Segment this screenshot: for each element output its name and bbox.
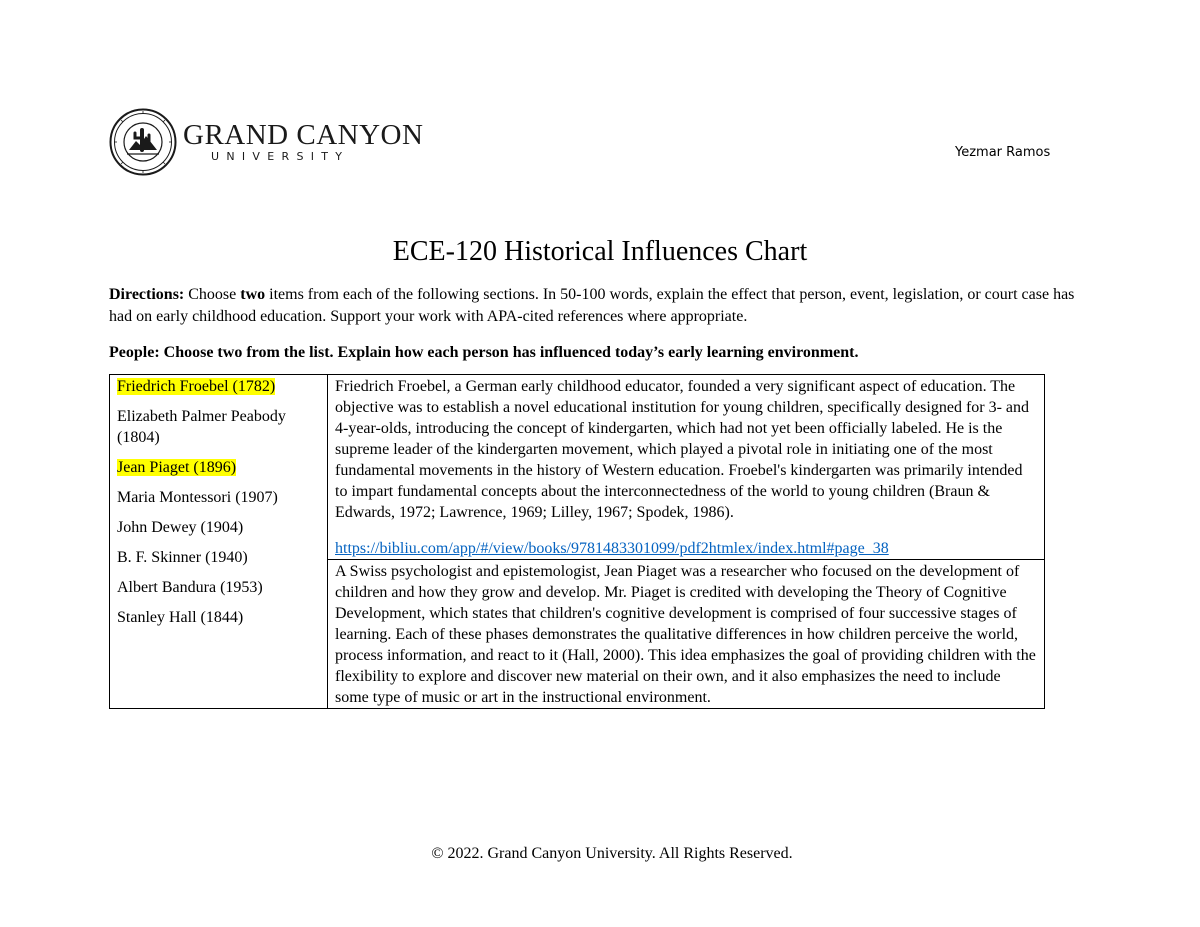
person-hall: Stanley Hall (1844) bbox=[117, 609, 244, 626]
person-item bbox=[117, 457, 320, 478]
person-item bbox=[117, 547, 320, 568]
author-name: Yezmar Ramos bbox=[955, 145, 1051, 160]
person-item bbox=[117, 577, 320, 598]
person-item bbox=[117, 376, 320, 397]
reference-link[interactable]: https://bibliu.com/app/#/view/books/9781483301099/pdf2htmlex/index.html#page_38 bbox=[335, 540, 889, 557]
directions-emphasis: two bbox=[240, 286, 266, 303]
page-title: ECE-120 Historical Influences Chart bbox=[392, 236, 808, 267]
university-seal-icon bbox=[109, 108, 177, 176]
directions-label: Directions: bbox=[109, 286, 185, 303]
person-item bbox=[117, 517, 320, 538]
response-froebel bbox=[328, 375, 1045, 560]
response-froebel-text: Friedrich Froebel, a German early childhood educator, founded a very significant aspect of education. The objective was to establish a novel educational institution for young children, specifically designed for 3- and 4-year-olds, introducing the concept of kindergarten, which had not yet been officially labeled. He is the supreme leader of the kindergarten movement, which played a pivotal role in initiating one of the most fundamental movements in the history of Western education. Froebel's kindergarten was primarily intended to impart fundamental concepts about the interconnectedness of the world to young children (Braun & Edwards, 1972; Lawrence, 1969; Lilley, 1967; Spodek, 1986). bbox=[335, 378, 1030, 521]
people-heading: People: Choose two from the list. Explain how each person has influenced today’s early learning environment. bbox=[109, 344, 859, 361]
person-peabody: Elizabeth Palmer Peabody (1804) bbox=[117, 408, 286, 446]
person-piaget: Jean Piaget (1896) bbox=[117, 459, 237, 476]
table-row bbox=[110, 375, 1045, 560]
people-list bbox=[110, 375, 328, 709]
person-skinner: B. F. Skinner (1940) bbox=[117, 549, 248, 566]
person-item bbox=[117, 406, 320, 448]
person-item bbox=[117, 607, 320, 628]
person-froebel: Friedrich Froebel (1782) bbox=[117, 378, 276, 395]
person-dewey: John Dewey (1904) bbox=[117, 519, 244, 536]
wordmark-name: GRAND CANYON bbox=[183, 119, 424, 151]
response-piaget bbox=[328, 560, 1045, 709]
person-bandura: Albert Bandura (1953) bbox=[117, 579, 263, 596]
person-montessori: Maria Montessori (1907) bbox=[117, 489, 278, 506]
wordmark bbox=[183, 120, 423, 164]
directions-text-2: items from each of the following sections. In 50-100 words, explain the effect that person, event, legislation, or court case has had on early childhood education. Support your work with APA-cited references where appropriate. bbox=[109, 286, 1075, 325]
copyright-footer: © 2022. Grand Canyon University. All Rights Reserved. bbox=[431, 845, 793, 862]
directions-text-1: Choose bbox=[184, 286, 241, 303]
wordmark-subtitle: UNIVERSITY bbox=[211, 150, 350, 163]
directions bbox=[109, 284, 1099, 328]
university-logo bbox=[109, 108, 423, 176]
influences-table bbox=[109, 374, 1045, 709]
person-item bbox=[117, 487, 320, 508]
response-piaget-text: A Swiss psychologist and epistemologist, Jean Piaget was a researcher who focused on the development of children and how they grow and develop. Mr. Piaget is credited with developing the Theory of Cognitive Development, which states that children's cognitive development is comprised of four successive stages of learning. Each of these phases demonstrates the qualitative differences in how children perceive the world, process information, and react to it (Hall, 2000). This idea emphasizes the goal of providing children with the flexibility to explore and discover new material on their own, and it also emphasizes the need to include some type of music or art in the instructional environment. bbox=[335, 563, 1036, 706]
